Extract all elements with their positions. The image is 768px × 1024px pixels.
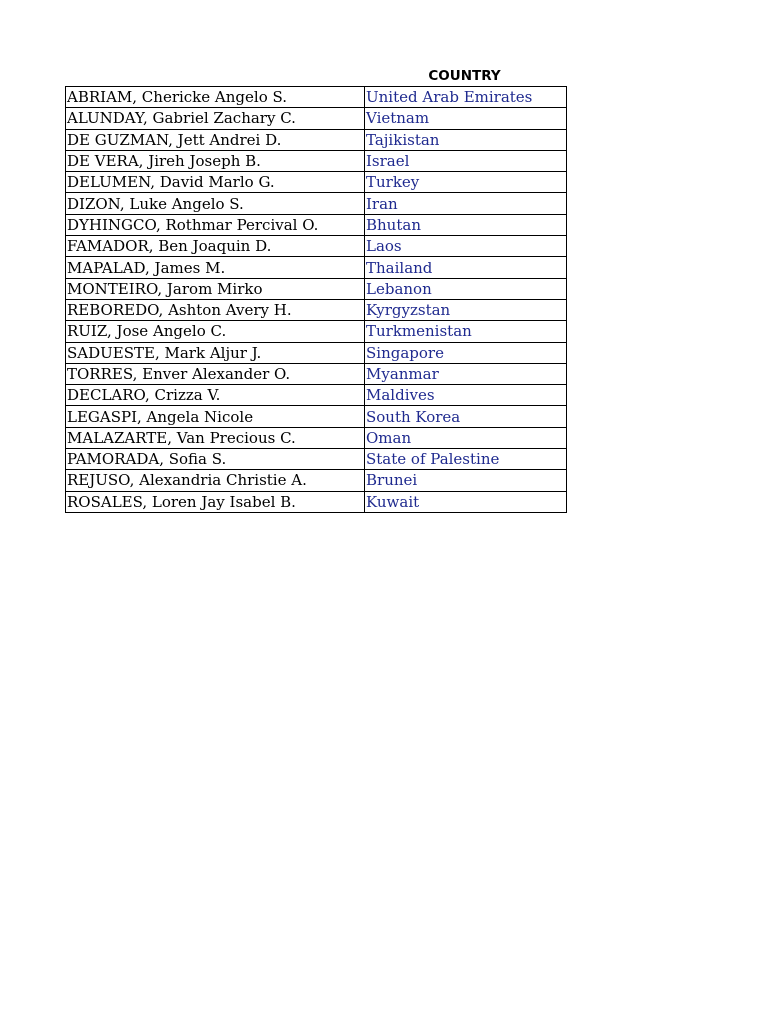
country-cell[interactable]: Tajikistan [365,129,567,150]
country-cell[interactable]: Iran [365,193,567,214]
country-cell[interactable]: Kuwait [365,491,567,512]
student-name-cell[interactable]: DELUMEN, David Marlo G. [66,172,365,193]
table-row [66,342,567,363]
table-row [66,236,567,257]
table-row [66,257,567,278]
student-name-cell[interactable]: DYHINGCO, Rothmar Percival O. [66,214,365,235]
student-name-cell[interactable]: SADUESTE, Mark Aljur J. [66,342,365,363]
country-cell[interactable]: Thailand [365,257,567,278]
country-cell[interactable]: Maldives [365,385,567,406]
table-row [66,214,567,235]
table-row [66,193,567,214]
student-name-cell[interactable]: REJUSO, Alexandria Christie A. [66,470,365,491]
table-row [66,427,567,448]
student-name-cell[interactable]: LEGASPI, Angela Nicole [66,406,365,427]
country-cell[interactable]: South Korea [365,406,567,427]
student-name-cell[interactable]: MALAZARTE, Van Precious C. [66,427,365,448]
table-row [66,321,567,342]
student-name-cell[interactable]: ROSALES, Loren Jay Isabel B. [66,491,365,512]
table-row [66,406,567,427]
table-row [66,491,567,512]
student-country-table [65,86,567,513]
student-name-cell[interactable]: DE GUZMAN, Jett Andrei D. [66,129,365,150]
country-cell[interactable]: Myanmar [365,363,567,384]
table-row [66,278,567,299]
student-name-cell[interactable]: FAMADOR, Ben Joaquin D. [66,236,365,257]
table-row [66,449,567,470]
student-name-cell[interactable]: RUIZ, Jose Angelo C. [66,321,365,342]
country-cell[interactable]: Bhutan [365,214,567,235]
student-name-cell[interactable]: ABRIAM, Chericke Angelo S. [66,87,365,108]
country-cell[interactable]: Lebanon [365,278,567,299]
table-row [66,385,567,406]
student-name-cell[interactable]: DIZON, Luke Angelo S. [66,193,365,214]
table-row [66,87,567,108]
country-cell[interactable]: Singapore [365,342,567,363]
country-cell[interactable]: Laos [365,236,567,257]
country-cell[interactable]: Vietnam [365,108,567,129]
student-name-cell[interactable]: REBOREDO, Ashton Avery H. [66,299,365,320]
country-cell[interactable]: Kyrgyzstan [365,299,567,320]
student-name-cell[interactable]: MAPALAD, James M. [66,257,365,278]
student-name-cell[interactable]: DE VERA, Jireh Joseph B. [66,150,365,171]
student-name-cell[interactable]: MONTEIRO, Jarom Mirko [66,278,365,299]
table-row [66,150,567,171]
country-cell[interactable]: United Arab Emirates [365,87,567,108]
country-cell[interactable]: State of Palestine [365,449,567,470]
table-row [66,108,567,129]
country-cell[interactable]: Israel [365,150,567,171]
table-row [66,363,567,384]
student-name-cell[interactable]: ALUNDAY, Gabriel Zachary C. [66,108,365,129]
country-cell[interactable]: Brunei [365,470,567,491]
country-cell[interactable]: Turkey [365,172,567,193]
table-row [66,129,567,150]
student-name-cell[interactable]: PAMORADA, Sofia S. [66,449,365,470]
table-row [66,172,567,193]
student-name-cell[interactable]: TORRES, Enver Alexander O. [66,363,365,384]
table-body [66,87,567,513]
student-name-cell[interactable]: DECLARO, Crizza V. [66,385,365,406]
country-column-header: COUNTRY [428,68,501,84]
country-cell[interactable]: Oman [365,427,567,448]
table-row [66,299,567,320]
table-row [66,470,567,491]
country-cell[interactable]: Turkmenistan [365,321,567,342]
